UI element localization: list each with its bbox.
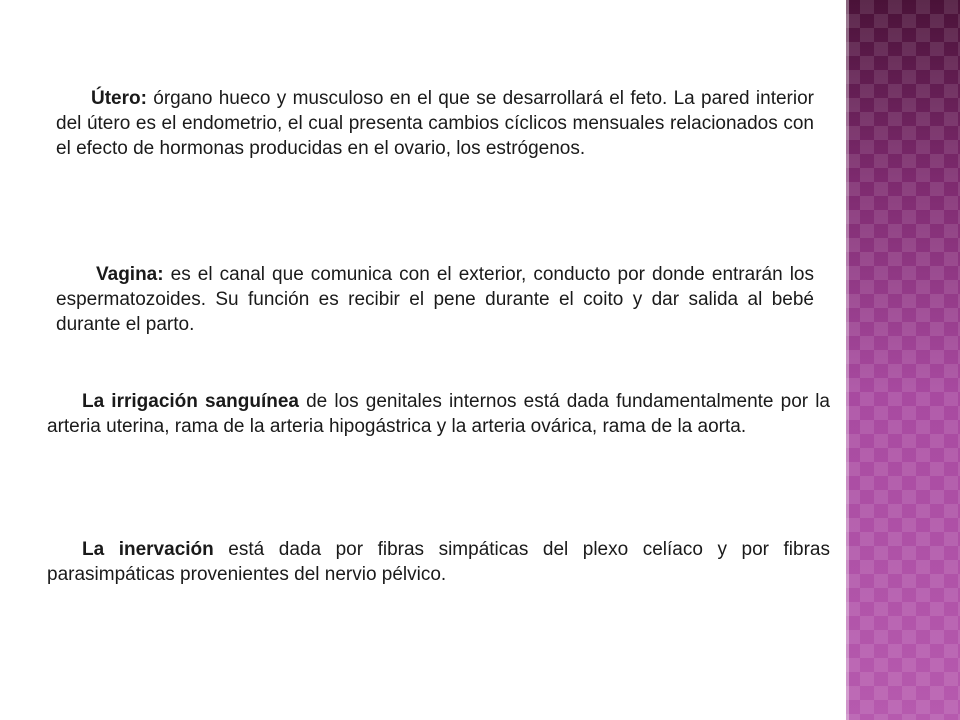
term-utero: Útero: xyxy=(91,88,147,109)
paragraph-vagina xyxy=(56,262,814,337)
text-inervacion: está dada por fibras simpáticas del plexo celíaco y por fibras parasimpáticas provenientes del nervio pélvico. xyxy=(47,539,830,585)
text-utero: órgano hueco y musculoso en el que se desarrollará el feto. La pared interior del útero es el endometrio, el cual presenta cambios cíclicos mensuales relacionados con el efecto de hormonas producidas en el ovario, los estrógenos. xyxy=(56,88,814,159)
term-irrigacion: La irrigación sanguínea xyxy=(82,391,299,412)
term-inervacion: La inervación xyxy=(82,539,214,560)
paragraph-inervacion xyxy=(47,537,830,587)
decorative-side-band xyxy=(846,0,960,720)
term-vagina: Vagina: xyxy=(96,264,164,285)
paragraph-irrigacion xyxy=(47,389,830,439)
text-irrigacion: de los genitales internos está dada fundamentalmente por la arteria uterina, rama de la arteria hipogástrica y la arteria ovárica, rama de la aorta. xyxy=(47,391,830,437)
band-edge-highlight xyxy=(846,0,849,720)
paragraph-utero xyxy=(56,86,814,161)
text-vagina: es el canal que comunica con el exterior, conducto por donde entrarán los espermatozoides. Su función es recibir el pene durante el coito y dar salida al bebé durante el parto. xyxy=(56,264,814,335)
